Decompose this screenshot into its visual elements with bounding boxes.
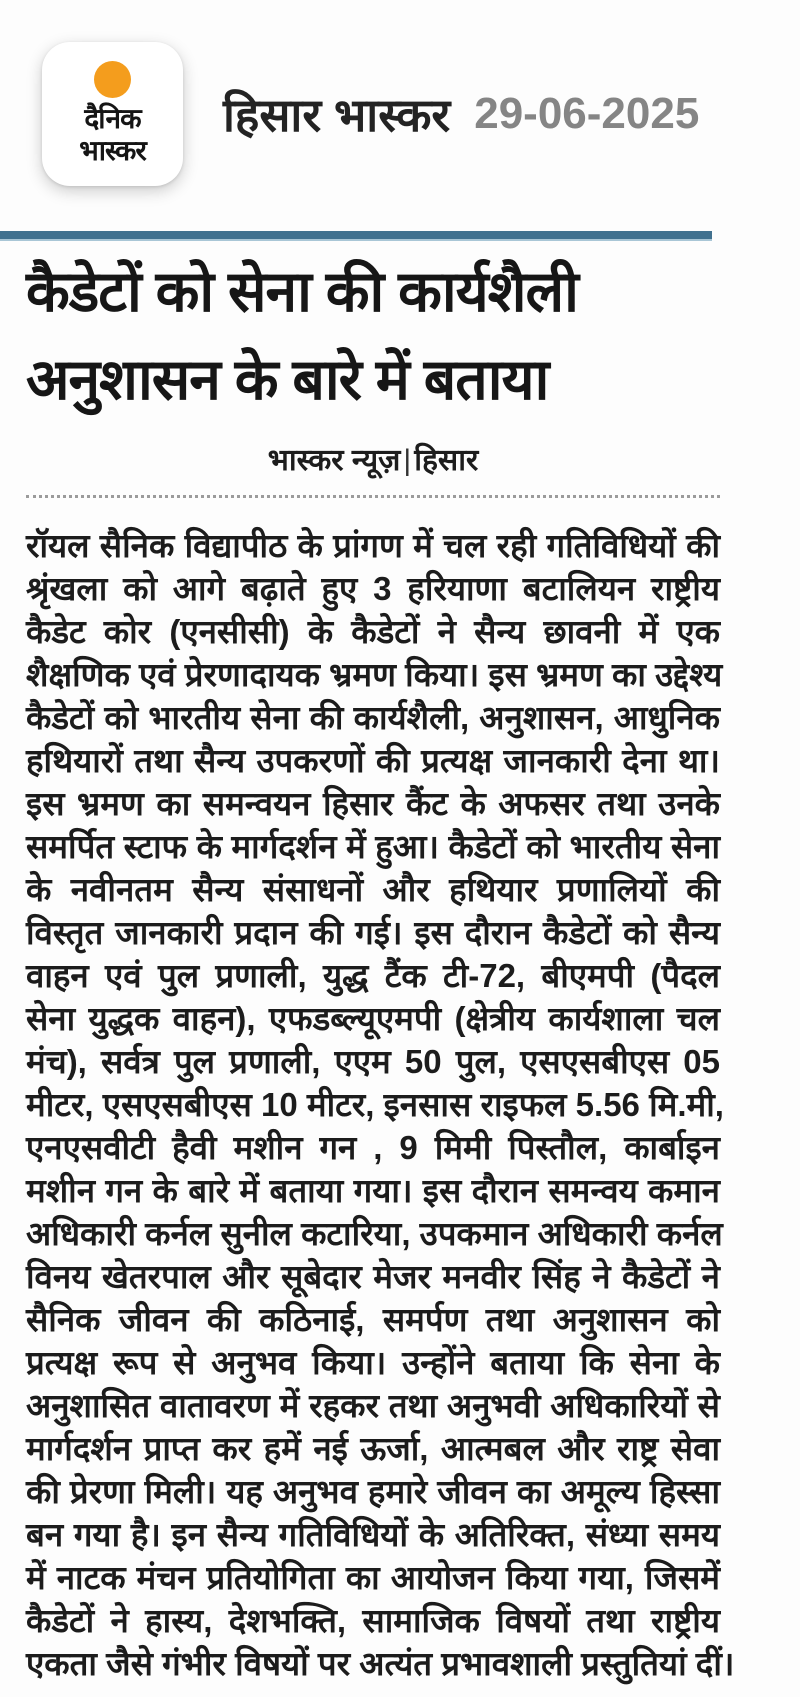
article-body-line: अधिकारी कर्नल सुनील कटारिया, उपकमान अधिकारी कर्नल bbox=[26, 1215, 723, 1252]
article-body-line: के नवीनतम सैन्य संसाधनों और हथियार प्रणालियों की bbox=[26, 871, 720, 908]
article-headline bbox=[26, 248, 720, 424]
article-body-line: एकता जैसे गंभीर विषयों पर अत्यंत प्रभावशाली प्रस्तुतियां दीं। bbox=[26, 1645, 735, 1682]
byline-divider: | bbox=[403, 444, 412, 477]
article-body-line: रॉयल सैनिक विद्यापीठ के प्रांगण में चल रही गतिविधियों की bbox=[26, 527, 720, 564]
logo-word-2: भास्कर bbox=[79, 135, 146, 166]
article-body-line: सैनिक जीवन की कठिनाई, समर्पण तथा अनुशासन को bbox=[26, 1301, 720, 1338]
article-body-line: कैडेट कोर (एनसीसी) के कैडेटों ने सैन्य छावनी में एक bbox=[26, 613, 720, 650]
byline-location: हिसार bbox=[414, 444, 479, 477]
article-body-line: कैडेटों ने हास्य, देशभक्ति, सामाजिक विषयों तथा राष्ट्रीय bbox=[26, 1602, 720, 1639]
article-body-line: अनुशासित वातावरण में रहकर तथा अनुभवी अधिकारियों से bbox=[26, 1387, 720, 1424]
article-body-line: मीटर, एसएसबीएस 10 मीटर, इनसास राइफल 5.56 मि.मी, bbox=[26, 1086, 724, 1123]
article-body bbox=[26, 524, 735, 1685]
masthead-divider bbox=[0, 231, 712, 241]
edition-title: हिसार भास्कर bbox=[223, 89, 451, 141]
logo-word-1: दैनिक bbox=[84, 103, 141, 134]
article-body-line: शैक्षणिक एवं प्रेरणादायक भ्रमण किया। इस भ्रमण का उद्देश्य bbox=[26, 656, 723, 693]
article-body-line: सेना युद्धक वाहन), एफडब्ल्यूएमपी (क्षेत्रीय कार्यशाला चल bbox=[26, 1000, 720, 1037]
edition-date: 29-06-2025 bbox=[474, 89, 700, 138]
dainik-bhaskar-logo bbox=[42, 42, 183, 186]
byline-source: भास्कर न्यूज़ bbox=[267, 444, 401, 477]
article-body-line: श्रृंखला को आगे बढ़ाते हुए 3 हरियाणा बटालियन राष्ट्रीय bbox=[26, 570, 720, 607]
article-body-line: मंच), सर्वत्र पुल प्रणाली, एएम 50 पुल, एसएसबीएस 05 bbox=[26, 1043, 720, 1080]
article-body-line: इस भ्रमण का समन्वयन हिसार कैंट के अफसर तथा उनके bbox=[26, 785, 720, 822]
article-body-line: कैडेटों को भारतीय सेना की कार्यशैली, अनुशासन, आधुनिक bbox=[26, 699, 720, 736]
article-body-line: वाहन एवं पुल प्रणाली, युद्ध टैंक टी-72, बीएमपी (पैदल bbox=[26, 957, 720, 994]
article-body-line: एनएसवीटी हैवी मशीन गन , 9 मिमी पिस्तौल, कार्बाइन bbox=[26, 1129, 720, 1166]
article bbox=[26, 248, 735, 1685]
article-body-line: विस्तृत जानकारी प्रदान की गई। इस दौरान कैडेटों को सैन्य bbox=[26, 914, 720, 951]
sun-icon bbox=[94, 61, 131, 98]
article-body-line: मशीन गन के बारे में बताया गया। इस दौरान समन्वय कमान bbox=[26, 1172, 720, 1209]
headline-line-1: कैडेटों को सेना की कार्यशैली bbox=[26, 260, 578, 324]
article-body-line: हथियारों तथा सैन्य उपकरणों की प्रत्यक्ष जानकारी देना था। bbox=[26, 742, 720, 779]
article-body-line: प्रत्यक्ष रूप से अनुभव किया। उन्होंने बताया कि सेना के bbox=[26, 1344, 720, 1381]
headline-line-2: अनुशासन के बारे में बताया bbox=[26, 348, 549, 412]
article-body-line: बन गया है। इन सैन्य गतिविधियों के अतिरिक्त, संध्या समय bbox=[26, 1516, 720, 1553]
article-body-line: मार्गदर्शन प्राप्त कर हमें नई ऊर्जा, आत्मबल और राष्ट्र सेवा bbox=[26, 1430, 720, 1467]
article-body-line: में नाटक मंचन प्रतियोगिता का आयोजन किया गया, जिसमें bbox=[26, 1559, 720, 1596]
byline-divider-rule bbox=[26, 495, 720, 498]
byline bbox=[26, 438, 720, 479]
masthead bbox=[42, 38, 770, 190]
article-body-line: विनय खेतरपाल और सूबेदार मेजर मनवीर सिंह ने कैडेटों ने bbox=[26, 1258, 720, 1295]
article-body-line: की प्रेरणा मिली। यह अनुभव हमारे जीवन का अमूल्य हिस्सा bbox=[26, 1473, 720, 1510]
article-body-line: समर्पित स्टाफ के मार्गदर्शन में हुआ। कैडेटों को भारतीय सेना bbox=[26, 828, 720, 865]
